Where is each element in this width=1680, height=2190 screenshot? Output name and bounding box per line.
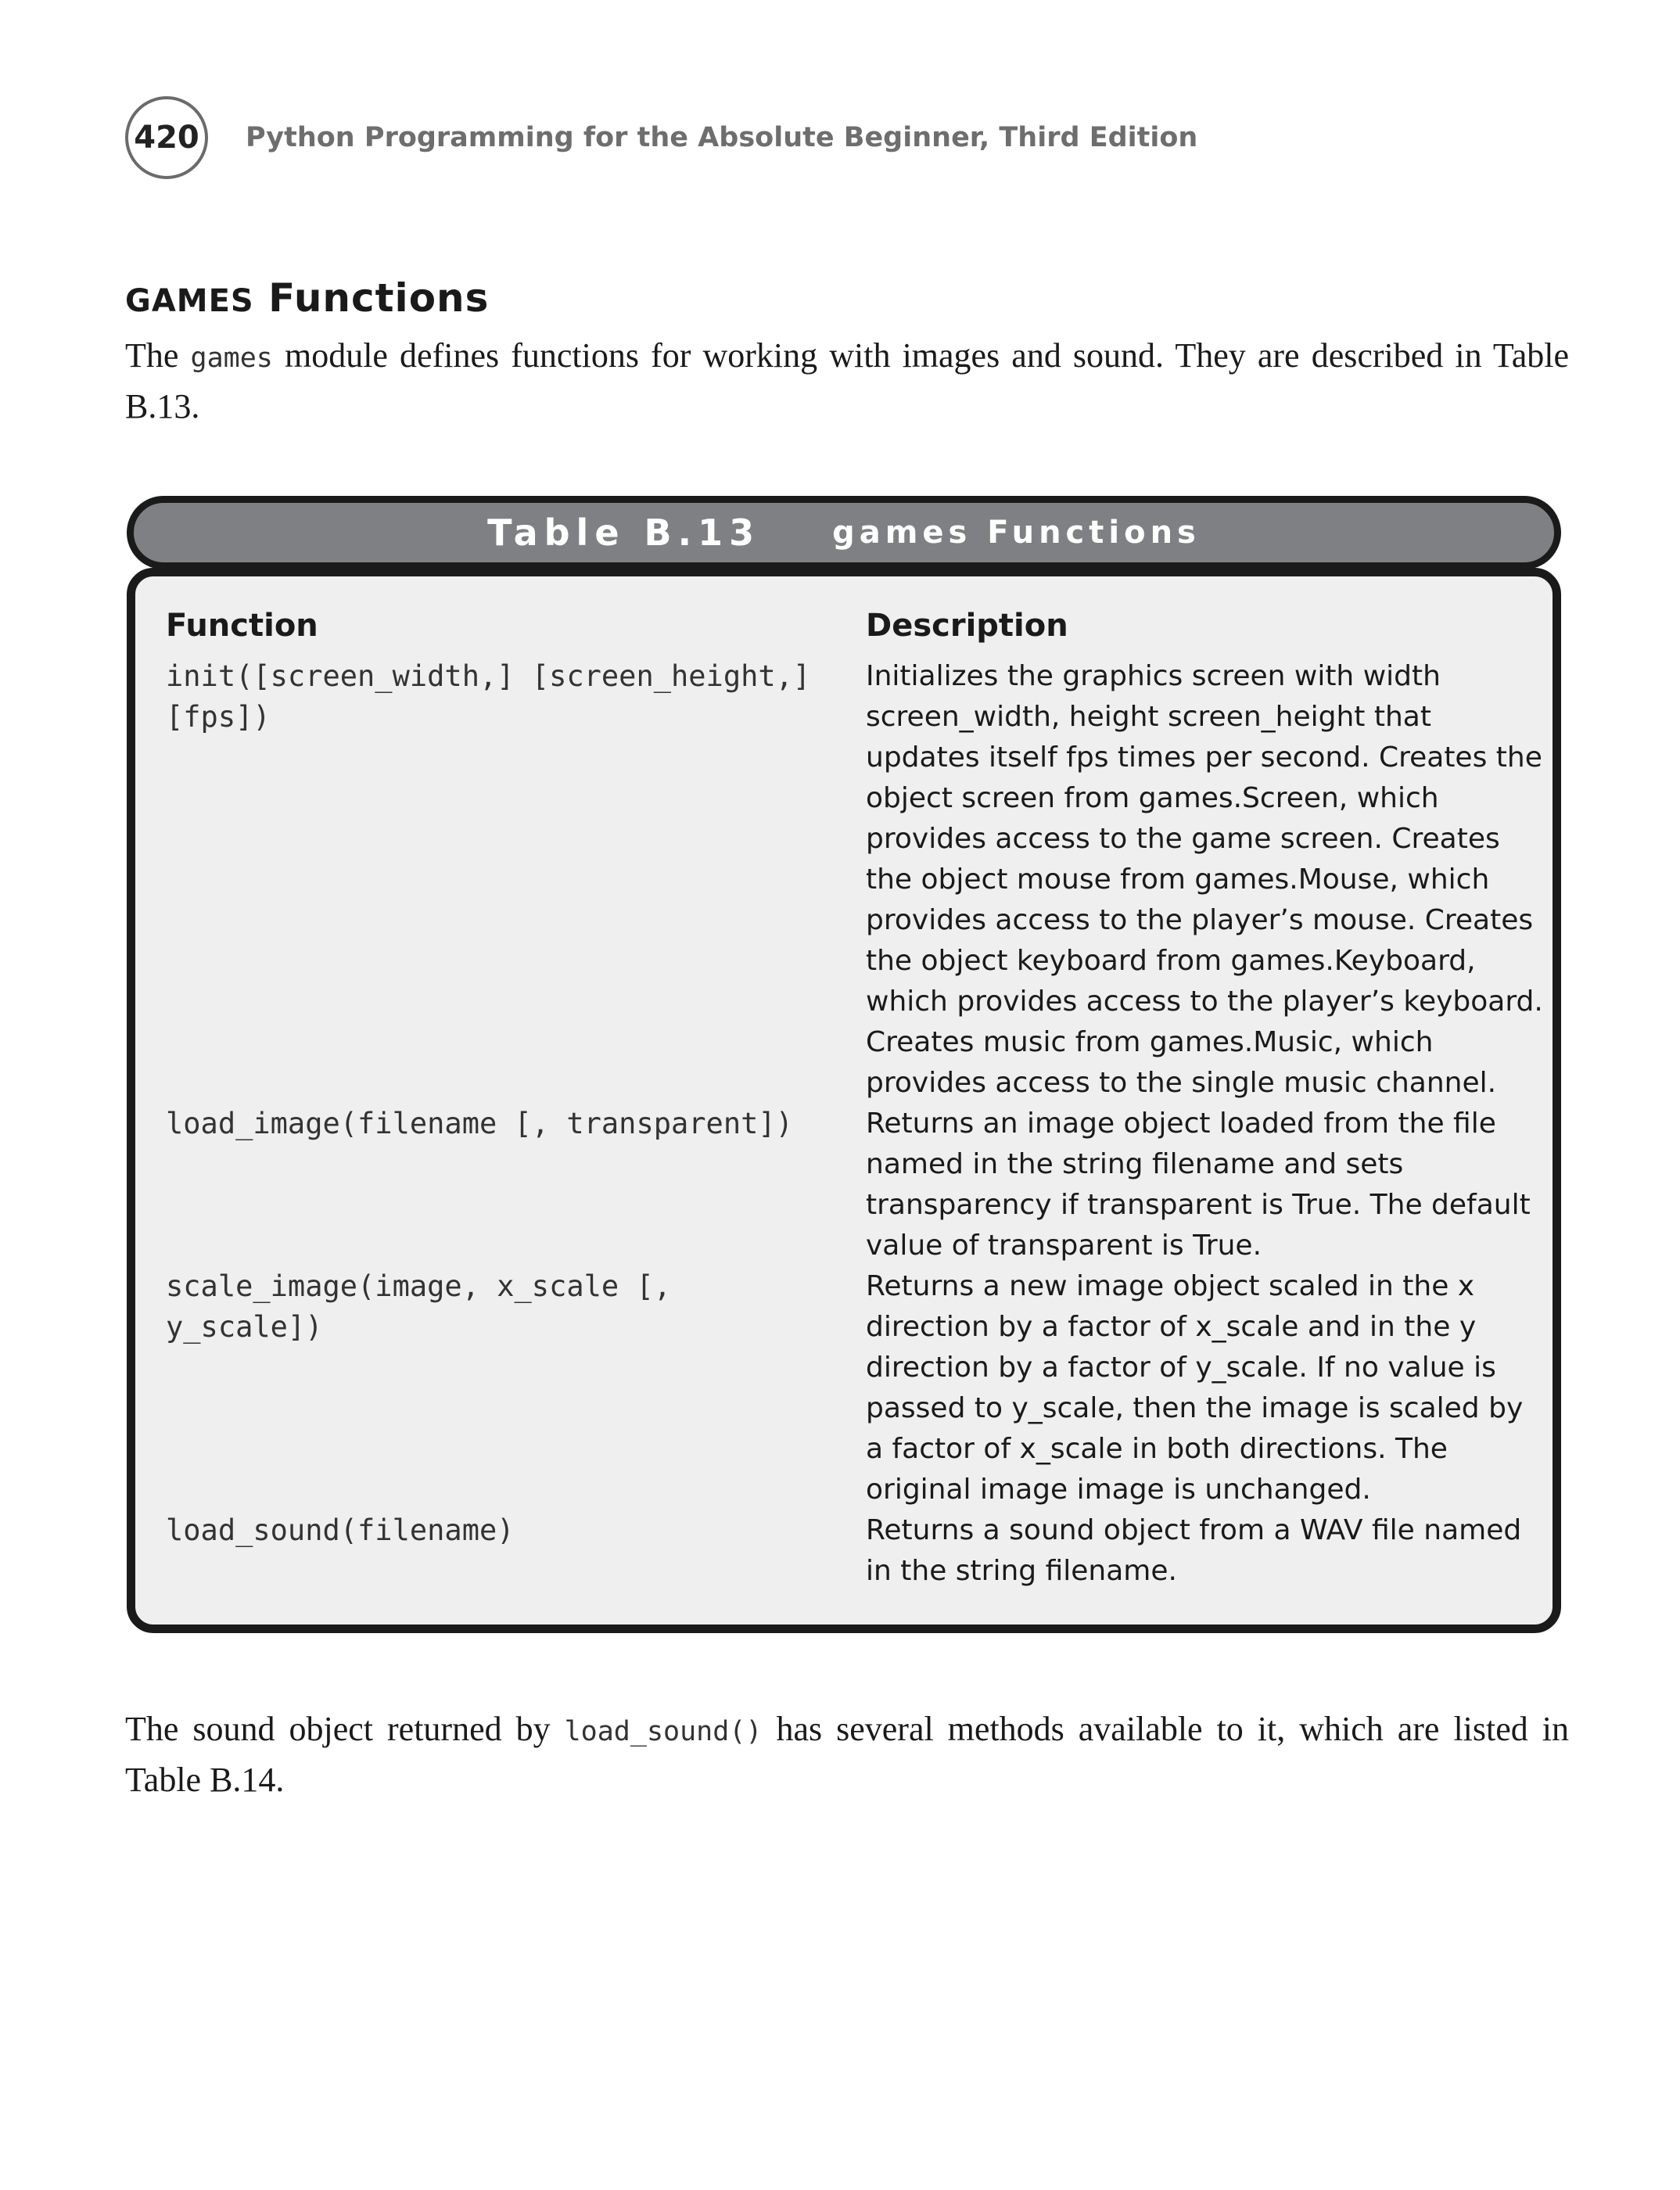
page-number: 420 xyxy=(125,96,208,179)
intro-code: games xyxy=(190,343,273,374)
table-label: Table B.13 xyxy=(487,512,761,554)
column-header-function: Function xyxy=(166,608,318,644)
table-title: games Functions xyxy=(832,515,1201,551)
function-description: Returns a new image object scaled in the x direction by a factor of x_scale and in the y direction by a factor of y_scale. If no value is passed to y_scale, then the image is scaled by a factor of x_scale in both directions. The original image image is unchanged. xyxy=(866,1270,1524,1506)
section-heading xyxy=(125,275,489,321)
closing-code: load_sound() xyxy=(564,1716,763,1747)
column-header-description: Description xyxy=(866,608,1068,644)
functions-table xyxy=(127,568,1561,1633)
intro-text-2: module defines functions for working with images and sound. They are described in Table B.13. xyxy=(125,336,1570,425)
section-heading-word-1: GAMES xyxy=(125,283,254,319)
section-heading-word-2: Functions xyxy=(268,275,490,321)
function-signature: init([screen_width,] [screen_height,] [fps]) xyxy=(166,659,811,734)
function-description: Returns an image object loaded from the file named in the string filename and sets transparency if transparent is True. The default value of transparent is True. xyxy=(866,1108,1531,1262)
function-description: Returns a sound object from a WAV file named in the string filename. xyxy=(866,1514,1522,1587)
function-description: Initializes the graphics screen with width screen_width, height screen_height that updates itself fps times per second. Creates the object screen from games.Screen, which provides access to the game screen. Creates the object mouse from games.Mouse, which provides access to the player’s mouse. Creates the object keyboard from games.Keyboard, which provides access to the player’s keyboard. Creates music from games.Music, which provides access to the single music channel. xyxy=(866,660,1543,1099)
closing-paragraph xyxy=(125,1705,1569,1804)
function-signature: scale_image(image, x_scale [, y_scale]) xyxy=(166,1269,672,1344)
page-header xyxy=(125,95,1197,180)
closing-text-1: The sound object returned by xyxy=(125,1710,565,1748)
intro-paragraph xyxy=(125,332,1569,430)
intro-text-1: The xyxy=(125,336,191,375)
closing-text-2: has several methods available to it, which are listed in Table B.14. xyxy=(125,1710,1569,1799)
function-signature: load_image(filename [, transparent]) xyxy=(166,1107,793,1140)
running-title: Python Programming for the Absolute Beginner, Third Edition xyxy=(246,122,1198,153)
table-caption-banner xyxy=(127,496,1561,569)
function-signature: load_sound(filename) xyxy=(166,1513,515,1547)
